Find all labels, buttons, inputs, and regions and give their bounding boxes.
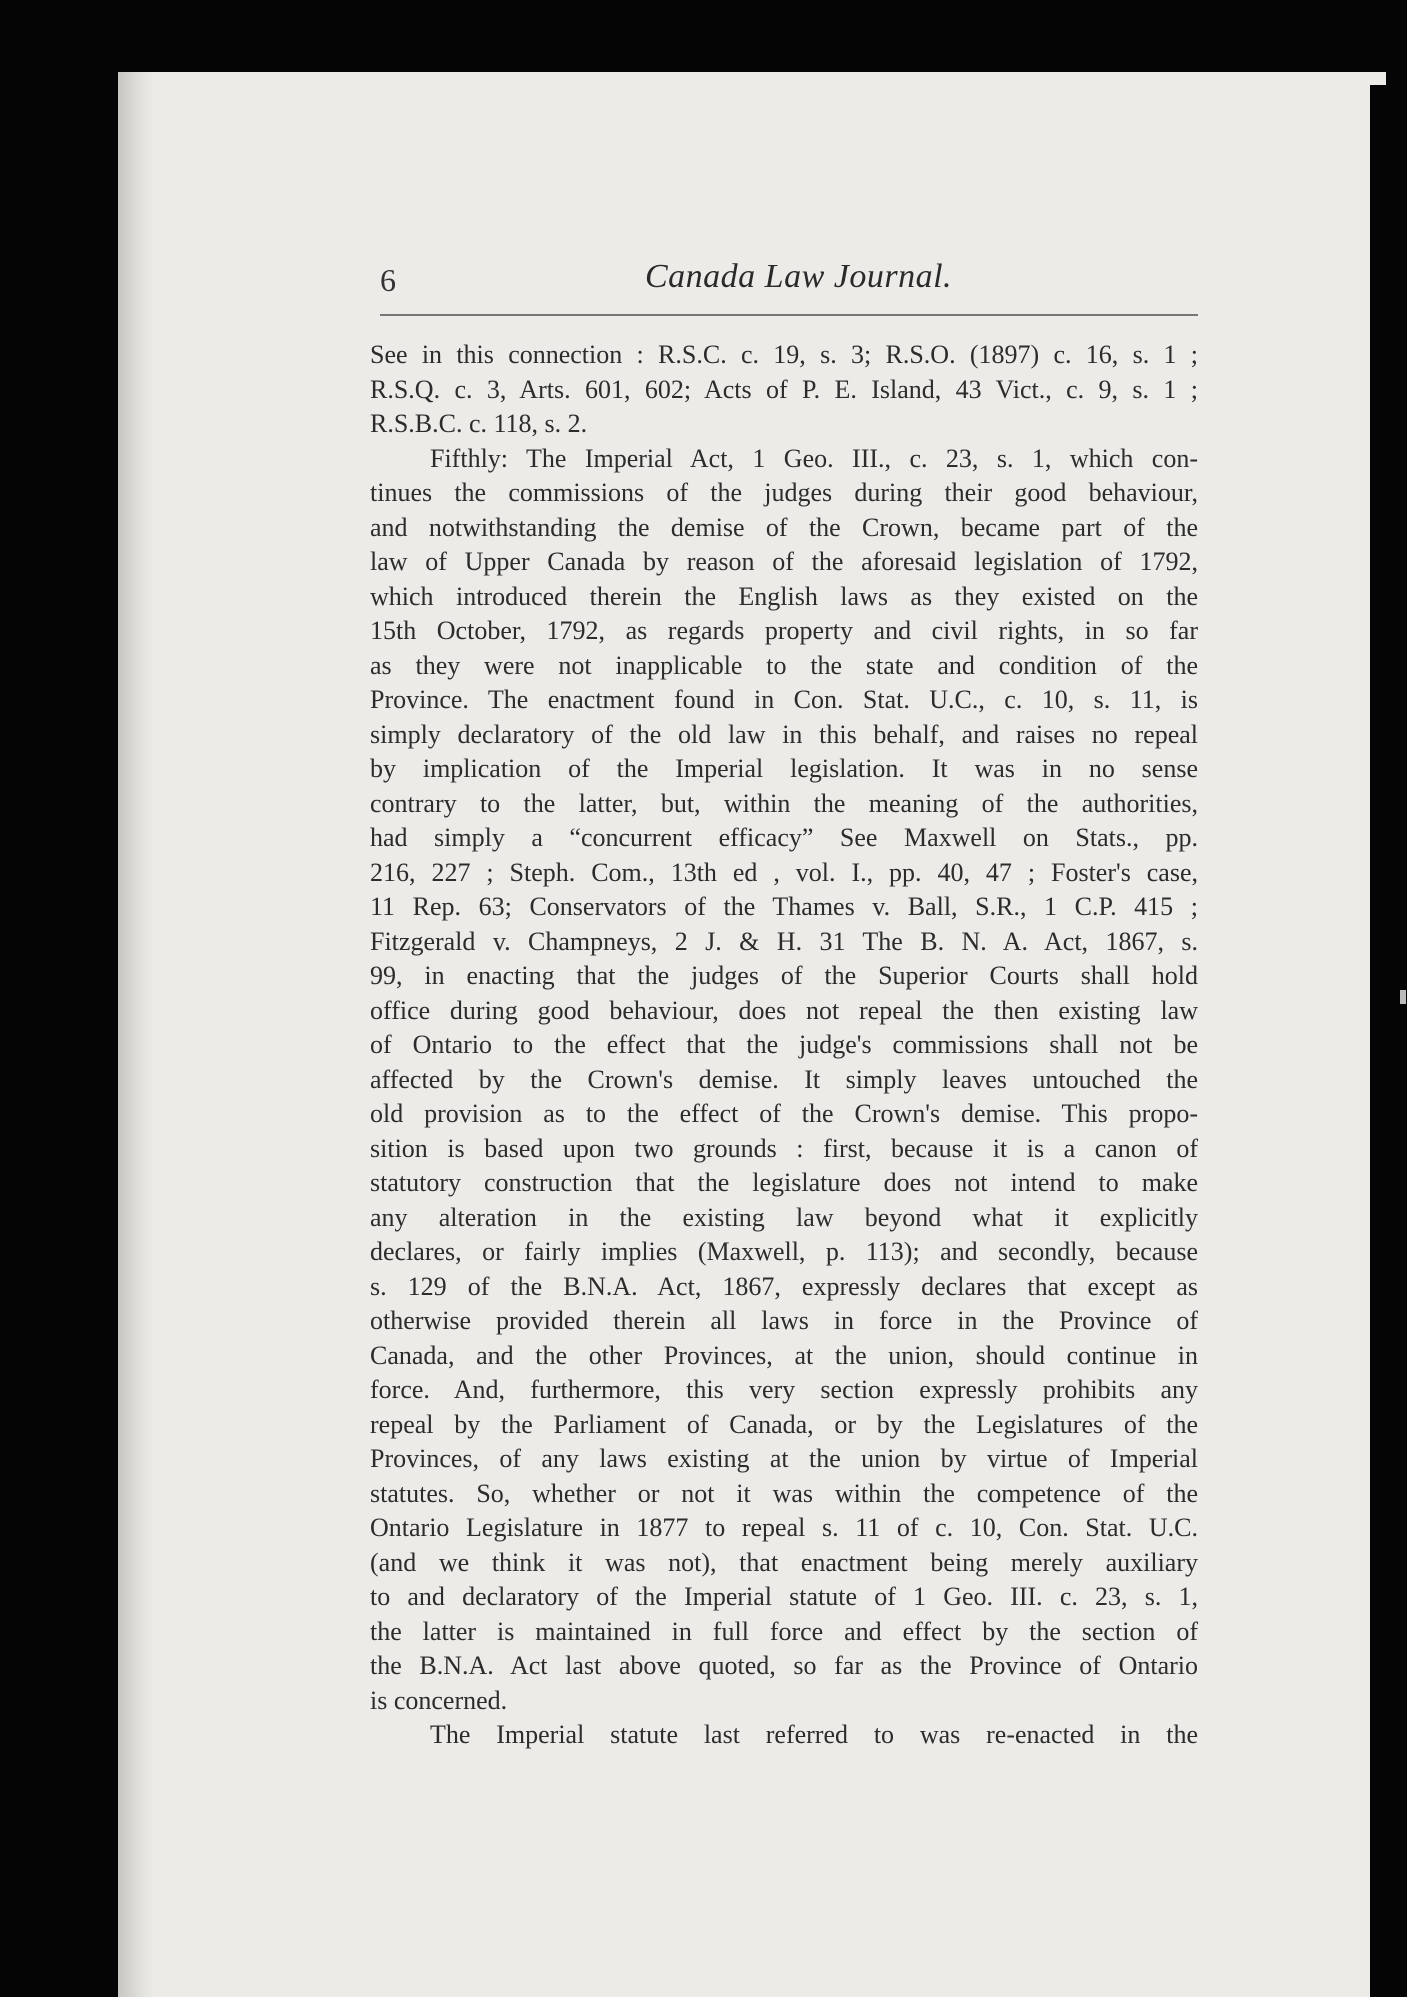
text-line: Canada, and the other Provinces, at the union, should continue in: [370, 1340, 1198, 1370]
text-line: declares, or fairly implies (Maxwell, p. 113); and secondly, because: [370, 1237, 1198, 1266]
text-line: Fifthly: The Imperial Act, 1 Geo. III., c. 23, s. 1, which con-: [430, 443, 1198, 473]
text-line: (and we think it was not), that enactment being merely auxiliary: [370, 1547, 1198, 1577]
text-line: repeal by the Parliament of Canada, or by the Legislatures of the: [370, 1409, 1198, 1439]
text-line: which introduced therein the English laws as they existed on the: [370, 581, 1198, 611]
text-line: R.S.B.C. c. 118, s. 2.: [370, 409, 588, 438]
text-line: R.S.Q. c. 3, Arts. 601, 602; Acts of P. E. Island, 43 Vict., c. 9, s. 1 ;: [370, 374, 1198, 404]
text-line: See in this connection : R.S.C. c. 19, s. 3; R.S.O. (1897) c. 16, s. 1 ;: [370, 340, 1198, 369]
text-line: had simply a “concurrent efficacy” See Maxwell on Stats., pp.: [370, 823, 1198, 852]
text-line: 99, in enacting that the judges of the Superior Courts shall hold: [370, 961, 1198, 990]
text-line: force. And, furthermore, this very section expressly prohibits any: [370, 1375, 1198, 1404]
header-rule: [380, 314, 1198, 316]
page-header: [380, 258, 1198, 314]
margin-speck: [1400, 990, 1406, 1004]
text-line: affected by the Crown's demise. It simply leaves untouched the: [370, 1064, 1198, 1094]
text-line: old provision as to the effect of the Crown's demise. This propo-: [370, 1099, 1198, 1128]
text-line: Fitzgerald v. Champneys, 2 J. & H. 31 The B. N. A. Act, 1867, s.: [370, 926, 1198, 956]
text-line: the B.N.A. Act last above quoted, so far as the Province of Ontario: [370, 1651, 1198, 1680]
page-number: 6: [380, 262, 396, 298]
text-line: by implication of the Imperial legislation. It was in no sense: [370, 754, 1198, 783]
text-line: law of Upper Canada by reason of the aforesaid legislation of 1792,: [370, 547, 1198, 576]
text-line: Ontario Legislature in 1877 to repeal s. 11 of c. 10, Con. Stat. U.C.: [370, 1513, 1198, 1542]
text-line: is concerned.: [370, 1685, 508, 1715]
text-line: tinues the commissions of the judges during their good behaviour,: [370, 478, 1198, 507]
text-line: The Imperial statute last referred to was re-enacted in the: [430, 1720, 1198, 1749]
text-line: to and declaratory of the Imperial statute of 1 Geo. III. c. 23, s. 1,: [370, 1582, 1198, 1611]
page-gutter-shadow: [118, 72, 154, 1997]
text-line: as they were not inapplicable to the state and condition of the: [370, 650, 1198, 680]
body-text: [370, 338, 1198, 1753]
adjacent-page-edge: [1370, 85, 1407, 1997]
text-line: the latter is maintained in full force and effect by the section of: [370, 1616, 1198, 1646]
running-title: Canada Law Journal.: [645, 258, 953, 295]
text-line: of Ontario to the effect that the judge's commissions shall not be: [370, 1030, 1198, 1059]
text-line: 11 Rep. 63; Conservators of the Thames v. Ball, S.R., 1 C.P. 415 ;: [370, 892, 1198, 921]
text-line: simply declaratory of the old law in this behalf, and raises no repeal: [370, 719, 1198, 749]
text-line: 216, 227 ; Steph. Com., 13th ed , vol. I., pp. 40, 47 ; Foster's case,: [370, 857, 1198, 887]
text-line: contrary to the latter, but, within the meaning of the authorities,: [370, 788, 1198, 818]
text-line: otherwise provided therein all laws in force in the Province of: [370, 1306, 1198, 1335]
text-line: statutes. So, whether or not it was within the competence of the: [370, 1478, 1198, 1508]
text-line: any alteration in the existing law beyond what it explicitly: [370, 1202, 1198, 1232]
text-line: 15th October, 1792, as regards property and civil rights, in so far: [370, 616, 1198, 645]
text-line: Province. The enactment found in Con. Stat. U.C., c. 10, s. 11, is: [370, 685, 1198, 714]
text-line: office during good behaviour, does not repeal the then existing law: [370, 995, 1198, 1025]
text-line: sition is based upon two grounds : first, because it is a canon of: [370, 1133, 1198, 1163]
text-line: and notwithstanding the demise of the Crown, became part of the: [370, 512, 1198, 542]
text-line: s. 129 of the B.N.A. Act, 1867, expressly declares that except as: [370, 1271, 1198, 1301]
text-line: statutory construction that the legislature does not intend to make: [370, 1168, 1198, 1197]
text-line: Provinces, of any laws existing at the union by virtue of Imperial: [370, 1444, 1198, 1473]
